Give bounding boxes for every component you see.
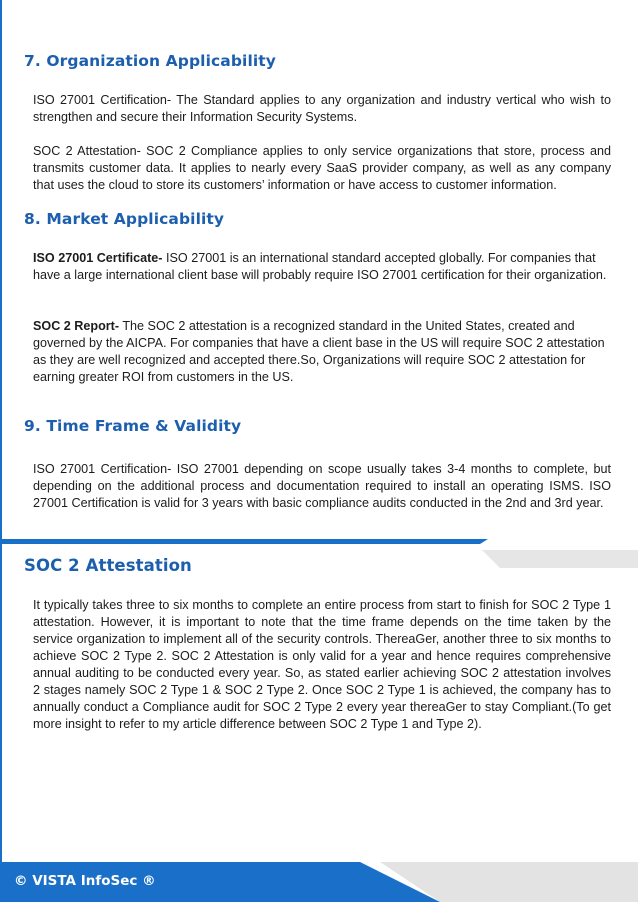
paragraph-soc2-market bbox=[33, 318, 611, 386]
paragraph-iso-market bbox=[33, 250, 611, 284]
label-soc2-report: SOC 2 Report- bbox=[33, 319, 120, 333]
label-iso-certificate: ISO 27001 Certificate- bbox=[33, 251, 163, 265]
page-left-border bbox=[0, 0, 2, 902]
heading-market-applicability: 8. Market Applicability bbox=[24, 210, 225, 228]
paragraph-soc2-org: SOC 2 Attestation- SOC 2 Compliance applies to only service organizations that store, process and transmits customer data. It applies to nearly every SaaS provider company, as well as any company that uses the cloud to store its customers’ information or have access to customer information. bbox=[33, 144, 611, 192]
footer-copyright: © VISTA InfoSec ® bbox=[14, 873, 156, 889]
paragraph-soc2-attestation: It typically takes three to six months to complete an entire process from start to finish for SOC 2 Type 1 attestation. However, it is important to note that the time frame depends on the time taken by the service organization to implement all of the security controls. ThereaGer, another three to six months to achieve SOC 2 Type 2. SOC 2 Attestation is only valid for a year and hence requires comprehensive annual auditing to be conducted every year. So, as stated earlier achieving SOC 2 attestation involves 2 stages namely SOC 2 Type 1 & SOC 2 Type 2. Once SOC 2 Type 1 is achieved, the company has to annually conduct a Compliance audit for SOC 2 Type 2 every year thereaGer to stay Compliant.(To get more insight to refer to my article difference between SOC 2 Type 1 and Type 2). bbox=[33, 598, 611, 731]
paragraph-iso-org: ISO 27001 Certification- The Standard applies to any organization and industry vertical who wish to strengthen and secure their Information Security Systems. bbox=[33, 93, 611, 124]
heading-organization-applicability: 7. Organization Applicability bbox=[24, 52, 276, 70]
text-iso-market: ISO 27001 is an international standard accepted globally. For companies that have a large international client base will probably require ISO 27001 certification for their organization. bbox=[33, 251, 607, 282]
text-soc2-market: The SOC 2 attestation is a recognized standard in the United States, created and governed by the AICPA. For companies that have a client base in the US will require SOC 2 attestation as they are well recognized and accepted there.So, Organizations will require SOC 2 attestation for earning greater ROI from customers in the US. bbox=[33, 319, 605, 384]
section-divider-blue bbox=[0, 539, 480, 544]
heading-soc2-attestation: SOC 2 Attestation bbox=[24, 556, 192, 575]
heading-time-frame-validity: 9. Time Frame & Validity bbox=[24, 417, 242, 435]
paragraph-iso-timeframe: ISO 27001 Certification- ISO 27001 depending on scope usually takes 3-4 months to complete, but depending on the additional process and documentation required to install an operating ISMS. ISO 27001 Certification is valid for 3 years with basic compliance audits conducted in the 2nd and 3rd year. bbox=[33, 462, 611, 510]
section-divider-gray bbox=[482, 550, 638, 568]
